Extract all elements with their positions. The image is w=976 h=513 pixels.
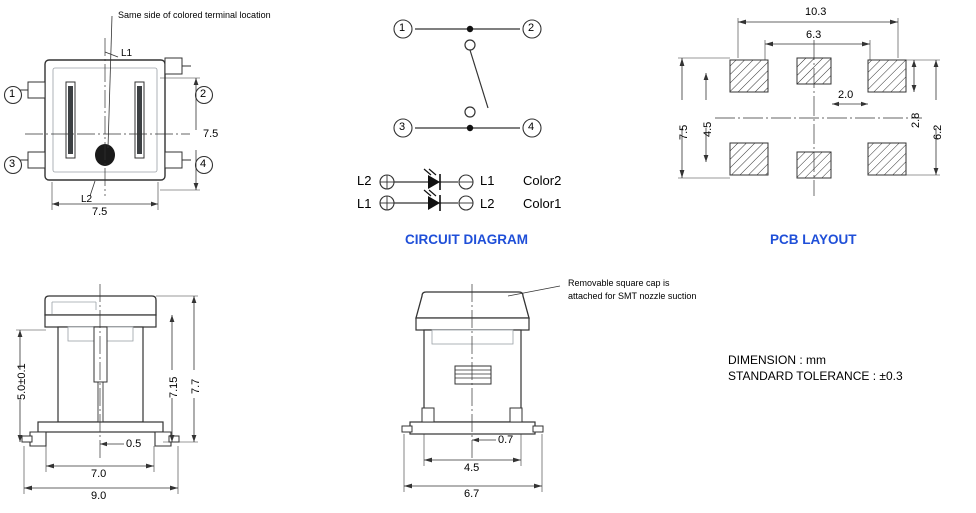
figure-top-view xyxy=(0,0,320,240)
circuit-diagram-title: CIRCUIT DIAGRAM xyxy=(405,232,528,247)
top-view-graphic xyxy=(0,0,320,240)
side-dim-70: 7.0 xyxy=(91,468,107,480)
circuit-terminal-1: 1 xyxy=(399,22,406,34)
circuit-row1-left: L1 xyxy=(357,196,372,211)
circuit-terminal-4: 4 xyxy=(528,121,535,133)
side-dim-715: 7.15 xyxy=(168,376,180,398)
label-L1: L1 xyxy=(121,48,133,59)
circuit-terminal-3: 3 xyxy=(399,121,406,133)
circuit-terminal-2: 2 xyxy=(528,22,535,34)
note-dimension: DIMENSION : mm xyxy=(728,353,826,367)
circuit-row2-right: L1 xyxy=(480,173,495,188)
figure-side-view xyxy=(0,270,320,513)
terminal-3: 3 xyxy=(9,158,16,170)
figure-pcb-layout xyxy=(660,0,970,260)
label-L2: L2 xyxy=(81,194,93,205)
side-dim-77: 7.7 xyxy=(190,378,202,394)
front-view-annotation-line1: Removable square cap is xyxy=(568,278,670,288)
side-view-graphic xyxy=(0,270,320,513)
pcb-dim-right-height: 6.2 xyxy=(932,124,944,140)
front-view-graphic xyxy=(380,270,730,513)
side-dim-90: 9.0 xyxy=(91,490,107,502)
figure-front-view xyxy=(380,270,730,513)
terminal-2: 2 xyxy=(200,88,207,100)
pcb-dim-outer-width: 10.3 xyxy=(805,6,827,18)
pcb-dim-outer-height: 7.5 xyxy=(678,124,690,140)
top-view-dim-height: 7.5 xyxy=(203,128,219,140)
circuit-row2-color: Color2 xyxy=(523,173,562,188)
top-view-dim-width: 7.5 xyxy=(92,206,108,218)
circuit-row1-color: Color1 xyxy=(523,196,562,211)
pcb-dim-pad-gap: 2.0 xyxy=(838,89,854,101)
front-view-annotation-line2: attached for SMT nozzle suction xyxy=(568,291,697,301)
circuit-row1-right: L2 xyxy=(480,196,495,211)
figure-circuit-diagram xyxy=(330,0,640,260)
front-dim-67: 6.7 xyxy=(464,488,480,500)
front-dim-45: 4.5 xyxy=(464,462,480,474)
pcb-dim-inner-width: 6.3 xyxy=(806,29,822,41)
terminal-4: 4 xyxy=(200,158,207,170)
top-view-annotation: Same side of colored terminal location xyxy=(118,10,271,20)
note-tolerance: STANDARD TOLERANCE : ±0.3 xyxy=(728,369,903,383)
terminal-1: 1 xyxy=(9,88,16,100)
side-dim-height-tol: 5.0±0.1 xyxy=(16,363,28,400)
circuit-row2-left: L2 xyxy=(357,173,372,188)
pcb-layout-title: PCB LAYOUT xyxy=(770,232,857,247)
notes-block xyxy=(728,352,968,402)
pcb-dim-inner-height: 4.5 xyxy=(702,121,714,137)
side-dim-05: 0.5 xyxy=(126,438,142,450)
pcb-dim-pad-height: 2.8 xyxy=(910,112,922,128)
front-dim-07: 0.7 xyxy=(498,434,514,446)
